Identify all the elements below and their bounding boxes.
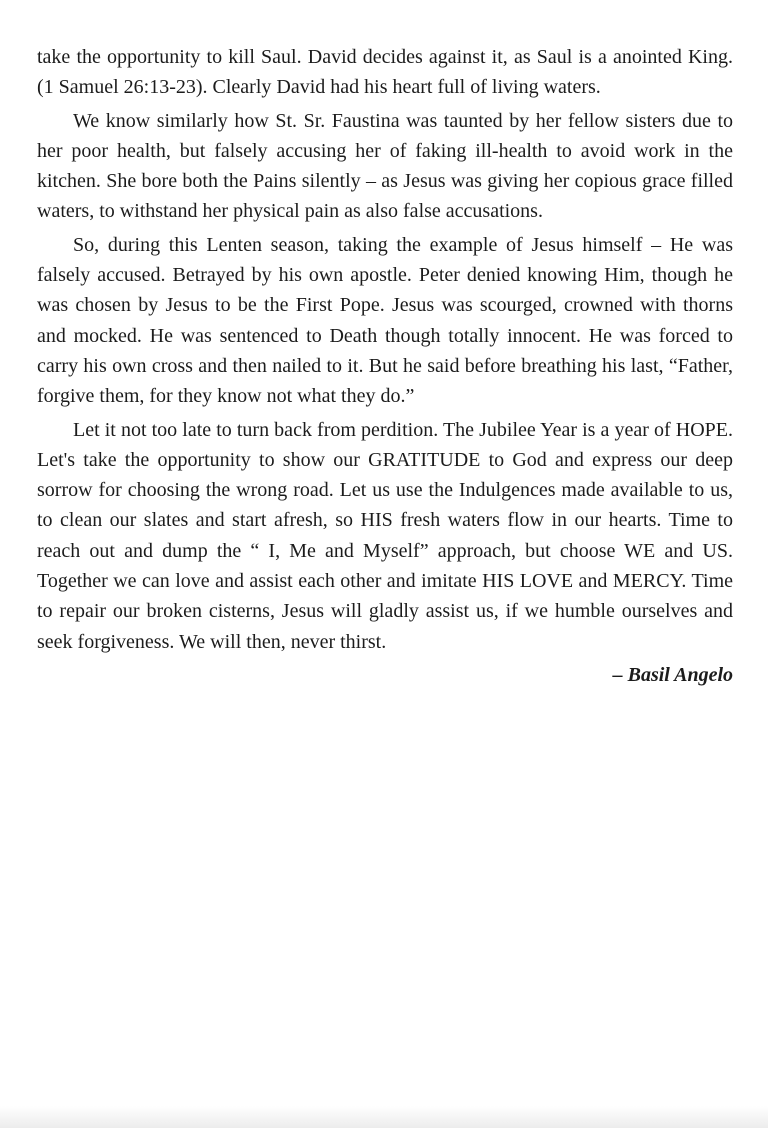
paragraph-lenten-season: So, during this Lenten season, taking the example of Jesus himself – He was falsely accused. Betrayed by his own apostle. Peter denied knowing Him, though he was chosen by Jesus to be the First Pope. Jesus was scourged, crowned with thorns and mocked. He was sentenced to Death though totally innocent. He was forced to carry his own cross and then nailed to it. But he said before breathing his last, “Father, forgive them, for they know not what they do.”	[37, 233, 733, 408]
paragraph-jubilee-year: Let it not too late to turn back from perdition. The Jubilee Year is a year of HOPE. Let's take the opportunity to show our GRATITUDE to God and express our deep sorrow for choosing the wrong road. Let us use the Indulgences made available to us, to clean our slates and start afresh, so HIS fresh waters flow in our hearts. Time to reach out and dump the “ I, Me and Myself” approach, but choose WE and US. Together we can love and assist each other and imitate HIS LOVE and MERCY. Time to repair our broken cisterns, Jesus will gladly assist us, if we humble ourselves and seek forgiveness. We will then, never thirst.	[37, 418, 733, 653]
document-page	[37, 42, 733, 690]
paragraph-continuation: take the opportunity to kill Saul. David decides against it, as Saul is a anointed King. (1 Samuel 26:13-23). Clearly David had his heart full of living waters.	[37, 46, 733, 99]
paragraph-faustina: We know similarly how St. Sr. Faustina was taunted by her fellow sisters due to her poor health, but falsely accusing her of faking ill-health to avoid work in the kitchen. She bore both the Pains silently – as Jesus was giving her copious grace filled waters, to withstand her physical pain as also false accusations.	[37, 109, 733, 223]
author-signature: – Basil Angelo	[612, 663, 733, 686]
page-bottom-shadow	[0, 1106, 768, 1128]
